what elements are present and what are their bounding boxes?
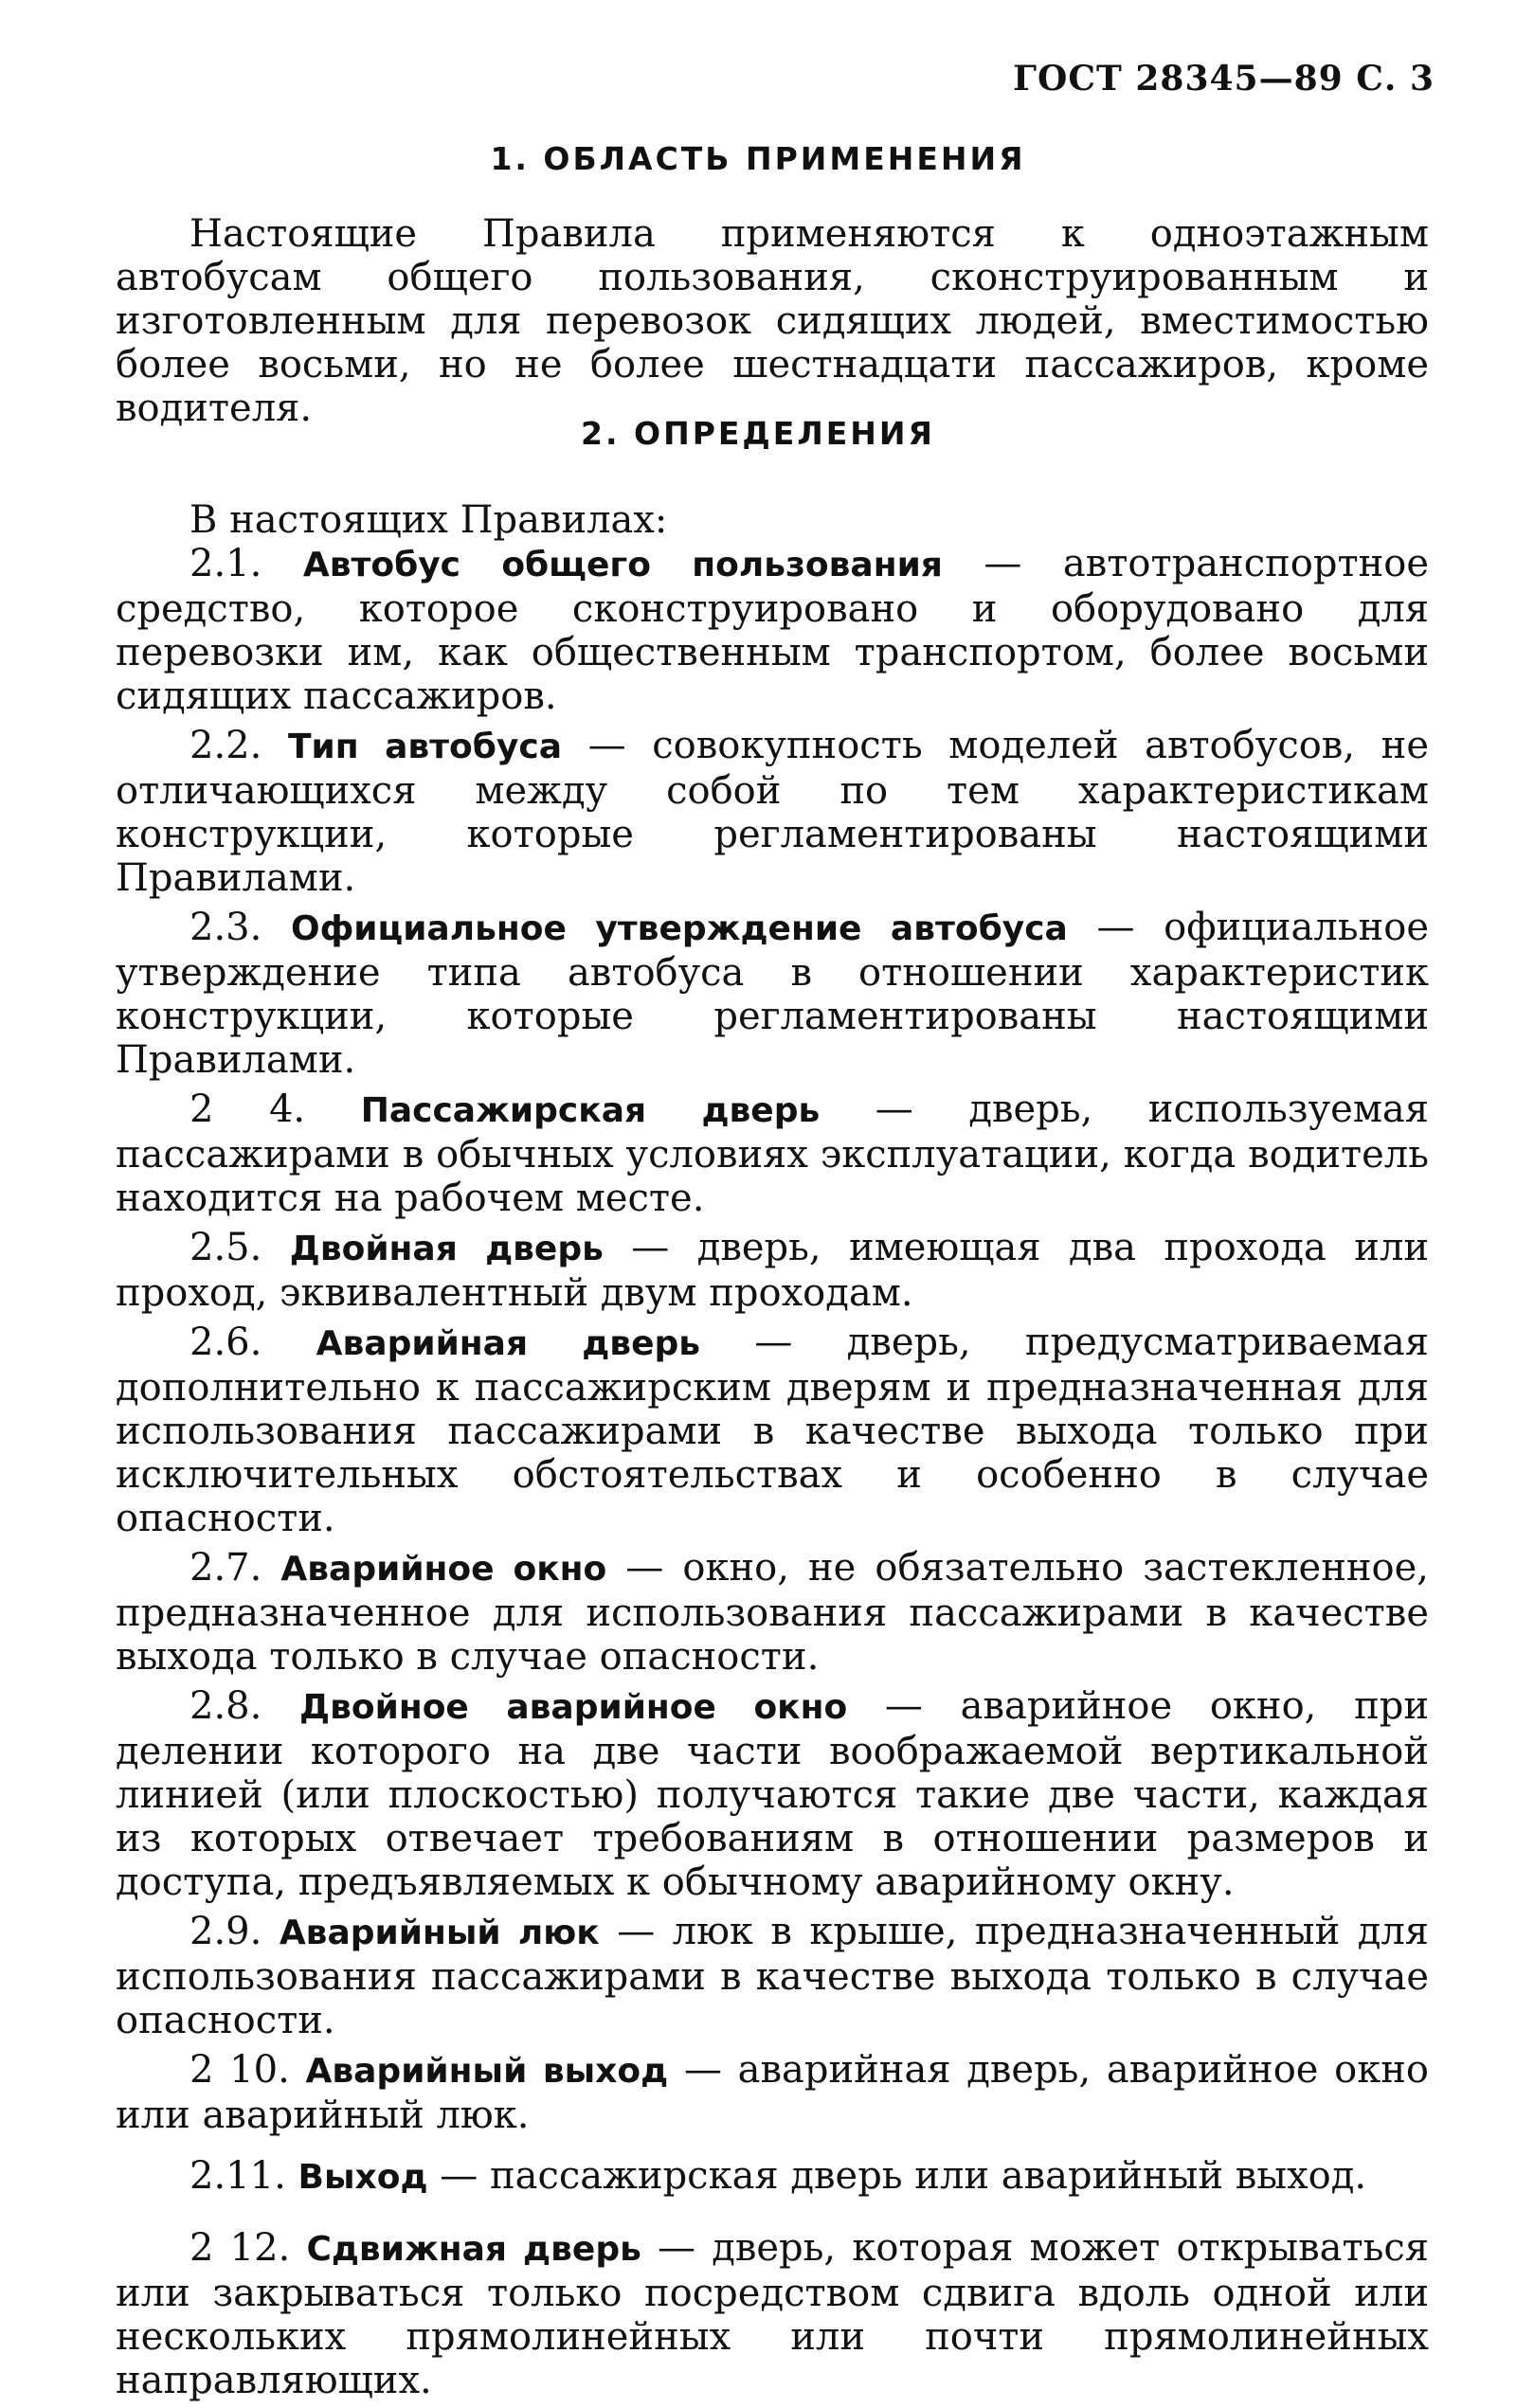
definition-item — [116, 2154, 1429, 2200]
definition-item — [116, 2048, 1429, 2137]
section-title-definitions: 2. ОПРЕДЕЛЕНИЯ — [581, 415, 935, 452]
definition-term: Аварийное окно — [280, 1550, 607, 1589]
definition-item — [116, 542, 1429, 718]
definition-item — [116, 1321, 1429, 1540]
definition-term: Сдвижная дверь — [306, 2230, 641, 2269]
definition-text: — дверь, используемая пассажирами в обычных условиях эксплуатации, когда водитель находится на рабочем месте. — [116, 1087, 1430, 1220]
definition-text: — автотранспортное средство, которое сконструировано и оборудовано для перевозки им, как общественным транспортом, более восьми сидящих пассажиров. — [116, 542, 1430, 718]
definition-term: Аварийный выход — [305, 2052, 669, 2091]
definition-number: 2.7. — [190, 1546, 262, 1590]
definition-number: 2.3. — [190, 906, 262, 949]
definition-text: — пассажирская дверь или аварийный выход. — [427, 2154, 1367, 2198]
running-head: ГОСТ 28345—89 С. 3 — [1013, 59, 1435, 99]
definitions-list — [116, 542, 1429, 2408]
definition-term: Автобус общего пользования — [302, 546, 943, 584]
definition-number: 2 10. — [190, 2048, 290, 2092]
definitions-intro-text: В настоящих Правилах: — [190, 498, 668, 542]
definition-item — [116, 1546, 1429, 1679]
definition-text: — аварийное окно, при делении которого на две части воображаемой вертикальной линией (или плоскостью) получаются такие две части, каждая из которых отвечает требованиям в отношении размеров и доступа, предъявляемых к обычному аварийному окну. — [116, 1684, 1429, 1904]
definition-item — [116, 906, 1429, 1082]
definition-text: — окно, не обязательно застекленное, предназначенное для использования пассажирами в качестве выхода только в случае опасности. — [116, 1546, 1430, 1679]
definitions-intro — [116, 498, 1429, 542]
scope-paragraph — [116, 212, 1429, 430]
definition-term: Двойная дверь — [289, 1230, 604, 1268]
definition-item — [116, 2226, 1429, 2402]
definition-item — [116, 1910, 1429, 2042]
definition-number: 2.1. — [190, 542, 262, 585]
definition-number: 2 12. — [190, 2226, 291, 2270]
scope-text: Настоящие Правила применяются к одноэтажным автобусам общего пользования, сконструированным и изготовленным для перевозок сидящих людей, вместимостью более восьми, но не более шестнадцати пассажиров, кроме водителя. — [116, 212, 1429, 430]
definition-text: — официальное утверждение типа автобуса в отношении характеристик конструкции, которые регламентированы настоящими Правилами. — [116, 906, 1429, 1082]
definition-number: 2.6. — [190, 1321, 262, 1364]
section-title-scope: 1. ОБЛАСТЬ ПРИМЕНЕНИЯ — [490, 140, 1026, 177]
definition-item — [116, 1087, 1429, 1220]
definition-term: Аварийная дверь — [316, 1324, 701, 1363]
definition-text: — дверь, предусматриваемая дополнительно к пассажирским дверям и предназначенная для использования пассажирами в качестве выхода только при исключительных обстоятельствах и особенно в случае опасности. — [116, 1321, 1430, 1540]
definition-text: — дверь, имеющая два прохода или проход, эквивалентный двум проходам. — [116, 1226, 1430, 1315]
definition-item — [116, 1684, 1429, 1904]
definition-number: 2.8. — [190, 1684, 262, 1728]
definition-item — [116, 724, 1429, 900]
definition-term: Тип автобуса — [287, 728, 562, 766]
definition-term: Двойное аварийное окно — [299, 1688, 848, 1727]
definition-number: 2.11. — [190, 2154, 286, 2198]
definition-term: Аварийный люк — [279, 1914, 600, 1952]
definition-text: — аварийная дверь, аварийное окно или аварийный люк. — [116, 2048, 1429, 2137]
definition-text: — дверь, которая может открываться или закрываться только посредством сдвига вдоль одной или нескольких прямолинейных или почти прямолинейных направляющих. — [116, 2226, 1430, 2402]
definition-text: — люк в крыше, предназначенный для использования пассажирами в качестве выхода только в случае опасности. — [116, 1910, 1429, 2042]
definition-number: 2.9. — [190, 1910, 262, 1953]
definition-number: 2.5. — [190, 1226, 262, 1269]
definition-text: — совокупность моделей автобусов, не отличающихся между собой по тем характеристикам конструкции, которые регламентированы настоящими Правилами. — [116, 724, 1429, 900]
definition-term: Официальное утверждение автобуса — [290, 909, 1068, 948]
definition-number: 2.2. — [190, 724, 262, 767]
definition-term: Выход — [298, 2158, 428, 2197]
definition-item — [116, 1226, 1429, 1315]
definition-number: 2 4. — [190, 1087, 306, 1131]
definition-term: Пассажирская дверь — [360, 1091, 821, 1130]
